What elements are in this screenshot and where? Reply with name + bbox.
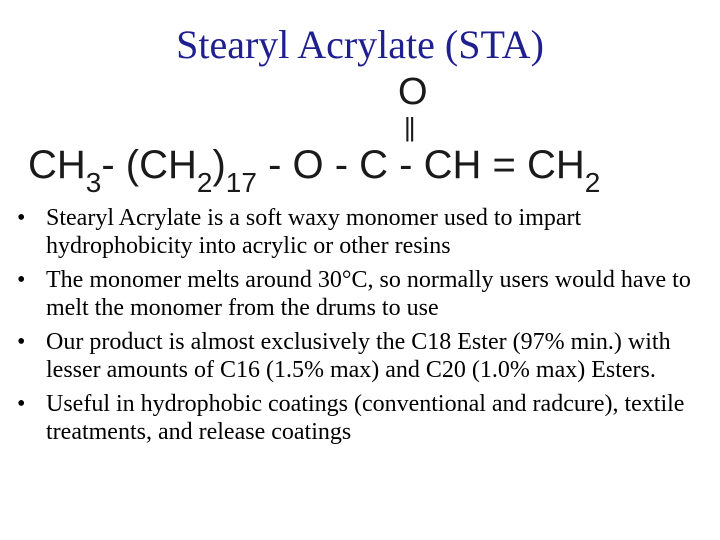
carbonyl-oxygen: O (398, 71, 428, 113)
formula-subscript: 2 (196, 167, 213, 198)
formula-part: CH (28, 143, 86, 187)
bullet-item: • Useful in hydrophobic coatings (conventional and radcure), textile treatments, and release coatings (0, 390, 720, 446)
double-bond: || (404, 112, 414, 142)
formula-part: ) (212, 143, 226, 187)
formula-subscript: 3 (85, 167, 102, 198)
formula-part: - O - C - CH = CH (256, 143, 585, 187)
bullet-list (0, 204, 720, 452)
formula-part: - (CH (101, 143, 197, 187)
bullet-item: • Our product is almost exclusively the C18 Ester (97% min.) with lesser amounts of C16 (1.5% max) and C20 (1.0% max) Esters. (0, 328, 720, 384)
formula-chain (28, 140, 601, 198)
formula-subscript: 17 (225, 167, 257, 198)
bullet-item: • Stearyl Acrylate is a soft waxy monomer used to impart hydrophobicity into acrylic or other resins (0, 204, 720, 260)
bullet-item: • The monomer melts around 30°C, so normally users would have to melt the monomer from the drums to use (0, 266, 720, 322)
slide-title: Stearyl Acrylate (STA) (176, 22, 544, 67)
chemical-formula (0, 0, 720, 200)
formula-subscript: 2 (584, 167, 601, 198)
